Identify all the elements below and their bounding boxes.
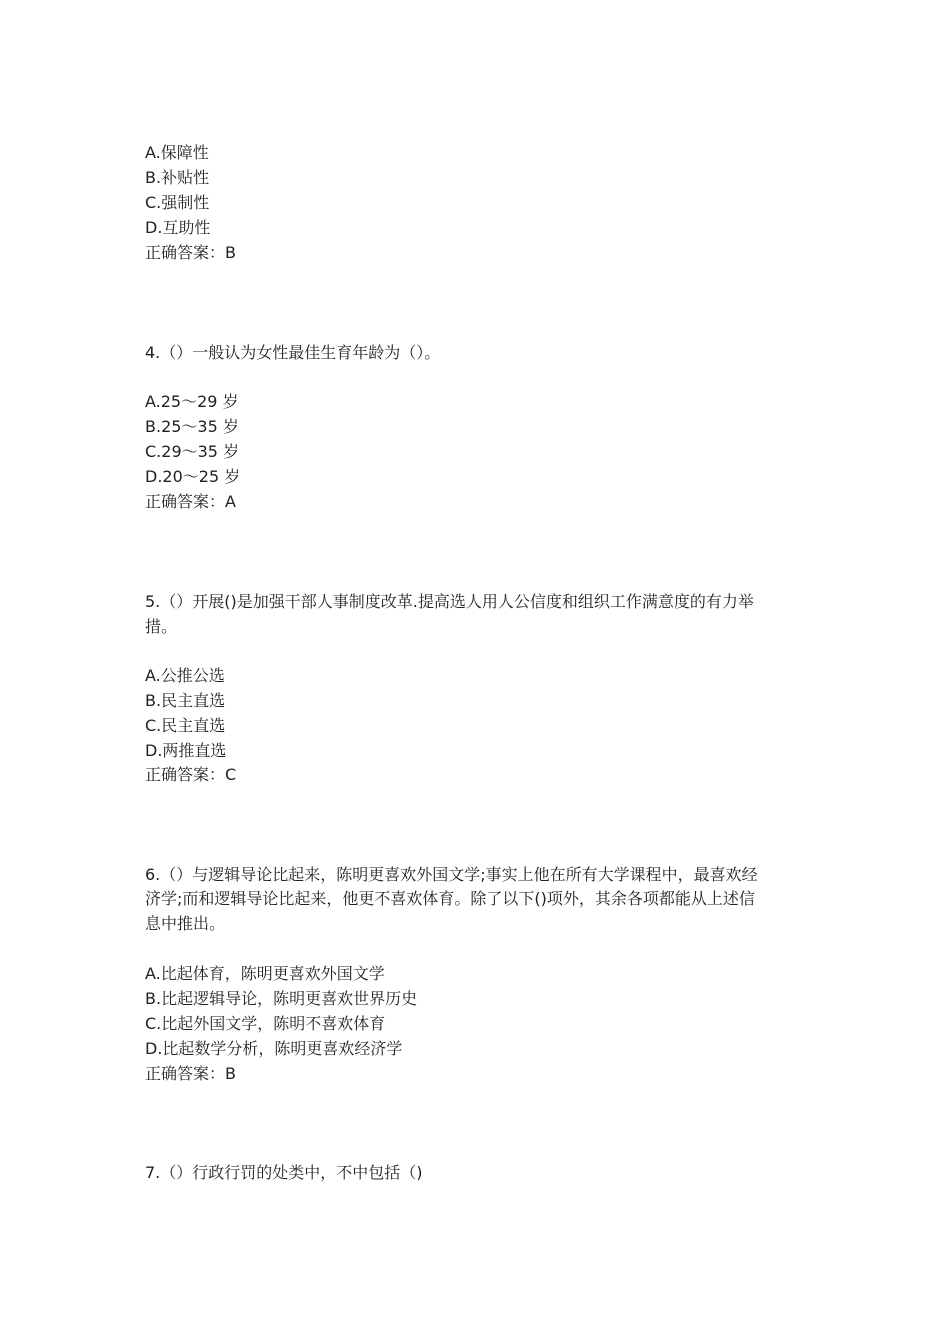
question-text: 4.（）一般认为女性最佳生育年龄为（）。 (145, 343, 441, 362)
option-d: D.互助性 (145, 218, 211, 237)
question-text: 7.（）行政行罚的处类中，不中包括（) (145, 1163, 423, 1182)
correct-answer: 正确答案：B (145, 243, 236, 262)
option-d: D.比起数学分析，陈明更喜欢经济学 (145, 1039, 403, 1058)
question-text: 济学;而和逻辑导论比起来，他更不喜欢体育。除了以下()项外，其余各项都能从上述信 (145, 889, 755, 908)
question-text: 5.（）开展()是加强干部人事制度改革.提高选人用人公信度和组织工作满意度的有力举 (145, 592, 754, 611)
question-text: 措。 (145, 617, 178, 636)
option-c: C.比起外国文学，陈明不喜欢体育 (145, 1014, 386, 1033)
option-b: B.民主直选 (145, 691, 226, 710)
correct-answer: 正确答案：C (145, 765, 237, 784)
option-a: A.保障性 (145, 143, 209, 162)
option-b: B.25～35 岁 (145, 417, 239, 436)
option-b: B.比起逻辑导论，陈明更喜欢世界历史 (145, 989, 418, 1008)
option-c: C.民主直选 (145, 716, 226, 735)
option-a: A.公推公选 (145, 666, 225, 685)
option-a: A.比起体育，陈明更喜欢外国文学 (145, 964, 385, 983)
option-a: A.25～29 岁 (145, 392, 239, 411)
option-d: D.两推直选 (145, 741, 227, 760)
option-c: C.29～35 岁 (145, 442, 240, 461)
option-b: B.补贴性 (145, 168, 210, 187)
question-text: 6.（）与逻辑导论比起来，陈明更喜欢外国文学;事实上他在所有大学课程中，最喜欢经 (145, 865, 758, 884)
correct-answer: 正确答案：A (145, 492, 236, 511)
correct-answer: 正确答案：B (145, 1064, 236, 1083)
option-d: D.20～25 岁 (145, 467, 241, 486)
option-c: C.强制性 (145, 193, 210, 212)
question-text: 息中推出。 (145, 914, 226, 933)
